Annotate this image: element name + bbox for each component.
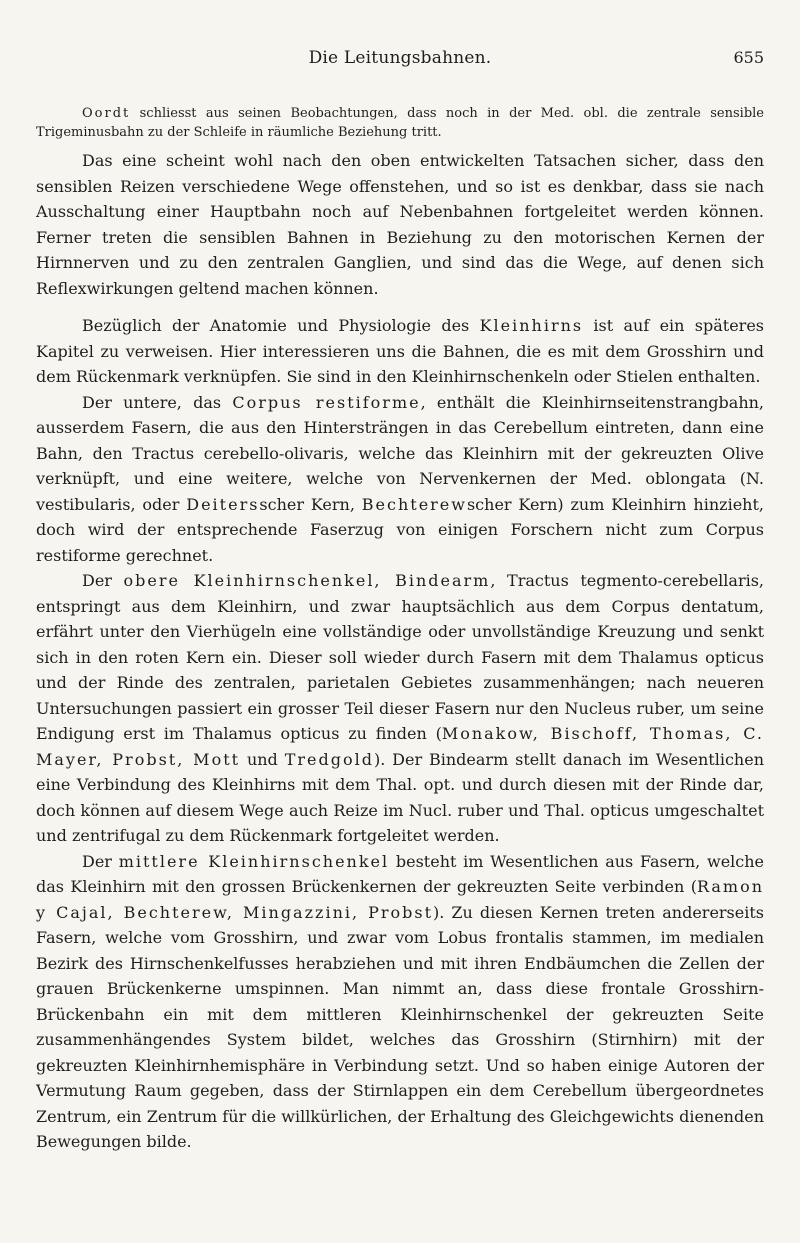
author-name: Oordt (82, 106, 131, 121)
paragraph-kleinhirn (36, 313, 764, 390)
text-run: besteht im Wesentlichen aus Fasern, welche das Kleinhirn mit den grossen Brückenkernen der gekreuzten Seite verbinden ( (36, 851, 765, 896)
author-name: Tredgold (284, 749, 374, 769)
paragraph-corpus-restiforme (36, 390, 764, 569)
paragraph-mittlerer-kleinhirnschenkel (36, 849, 764, 1155)
text-run: ). Der Bindearm stellt danach im Wesentlichen eine Verbindung des Kleinhirns mit dem Thal. opt. und durch diesen mit der Rinde dar, doch können auf diesem Wege auch Reize im Nucl. ruber und Thal. opticus umgeschaltet und zentrifugal zu dem Rückenmark fortgeleitet werden. (36, 749, 765, 845)
author-name: Deiters (186, 494, 260, 514)
emphasis-term: obere Kleinhirnschenkel, Bindearm (123, 571, 491, 590)
footnote-text: schliesst aus seinen Beobachtungen, dass noch in der Med. obl. die zentrale sensible Trigeminusbahn zu der Schleife in räumliche Beziehung tritt. (36, 106, 764, 140)
page-number: 655 (733, 48, 764, 67)
text-run: Der (82, 851, 119, 871)
text-run: scher Kern) zum Kleinhirn hinzieht, doch wird der entsprechende Faserzug von einigen Forschern nicht zum Corpus restiforme gerechnet. (36, 494, 764, 565)
emphasis-term: mittlere Kleinhirnschenkel (118, 851, 390, 871)
author-names: Monakow, Bischoff, Thomas, C. Mayer, Probst, Mott (36, 724, 765, 769)
emphasis-term: Kleinhirns (479, 316, 584, 335)
emphasis-term: Corpus restiforme (232, 392, 421, 412)
text-run: ). Zu diesen Kernen treten andererseits Fasern, welche vom Grosshirn, und zwar vom Lobus frontalis stammen, im medialen Bezirk des Hirnschenkelfusses herabziehen und mit ihren Endbäumchen die Zellen der grauen Brückenkerne umspinnen. Man nimmt an, dass diese frontale Grosshirn-Brückenbahn ein mit dem mittleren Kleinhirnschenkel der gekreuzten Seite zusammenhängendes System bildet, welches das Grosshirn (Stirnhirn) mit der gekreuzten Kleinhirnhemisphäre in Verbindung setzt. Und so haben einige Autoren der Vermutung Raum gegeben, dass der Stirnlappen ein dem Cerebellum übergeordnetes Zentrum, ein Zentrum für die willkürlichen, der Erhaltung des Gleichgewichts dienenden Bewegungen bilde. (36, 902, 764, 1151)
text-run: und (240, 749, 285, 769)
body-text (36, 104, 764, 1155)
paragraph-sensible-bahnen: Das eine scheint wohl nach den oben entwickelten Tatsachen sicher, dass den sensiblen Reizen verschiedene Wege offenstehen, und so ist es denkbar, dass sie nach Ausschaltung einer Hauptbahn noch auf Nebenbahnen fortgeleitet werden können. Ferner treten die sensiblen Bahnen in Beziehung zu den motorischen Kernen der Hirnnerven und zu den zentralen Ganglien, und sind das die Wege, auf denen sich Reflexwirkungen geltend machen können. (36, 151, 764, 298)
text-run: scher Kern, (259, 494, 362, 514)
text-run: Bezüglich der Anatomie und Physiologie des (82, 316, 480, 335)
text-run: Der (82, 571, 124, 590)
footnote-paragraph (36, 104, 764, 142)
text-run: ist auf ein späteres Kapitel zu verweisen. Hier interessieren uns die Bahnen, die es mit dem Grosshirn und dem Rückenmark verknüpfen. Sie sind in den Kleinhirnschenkeln oder Stielen enthalten. (36, 316, 765, 386)
text-run: Der untere, das (82, 392, 233, 412)
author-names: Ramon y Cajal, Bechterew, Mingazzini, Probst (36, 877, 764, 922)
author-name: Bechterew (361, 494, 467, 514)
running-title: Die Leitungsbahnen. (308, 48, 492, 68)
paragraph-bindearm (36, 568, 764, 849)
text-run: , Tractus tegmento-cerebellaris, entspringt aus dem Kleinhirn, und zwar hauptsächlich aus dem Corpus dentatum, erfährt unter den Vierhügeln eine vollständige oder unvollständige Kreuzung und senkt sich in den roten Kern ein. Dieser soll wieder durch Fasern mit dem Thalamus opticus und der Rinde des zentralen, parietalen Gebietes zusammenhängen; nach neueren Untersuchungen passiert ein grosser Teil dieser Fasern nur den Nucleus ruber, um seine Endigung erst im Thalamus opticus zu finden ( (36, 571, 765, 743)
text-run: , enthält die Kleinhirnseitenstrangbahn, ausserdem Fasern, die aus den Hintersträngen in das Cerebellum eintreten, dann eine Bahn, den Tractus cerebello-olivaris, welche das Kleinhirn mit der gekreuzten Olive verknüpft, und eine weitere, welche von Nervenkernen der Med. oblongata (N. vestibularis, oder (36, 392, 765, 514)
page-header (36, 44, 764, 70)
